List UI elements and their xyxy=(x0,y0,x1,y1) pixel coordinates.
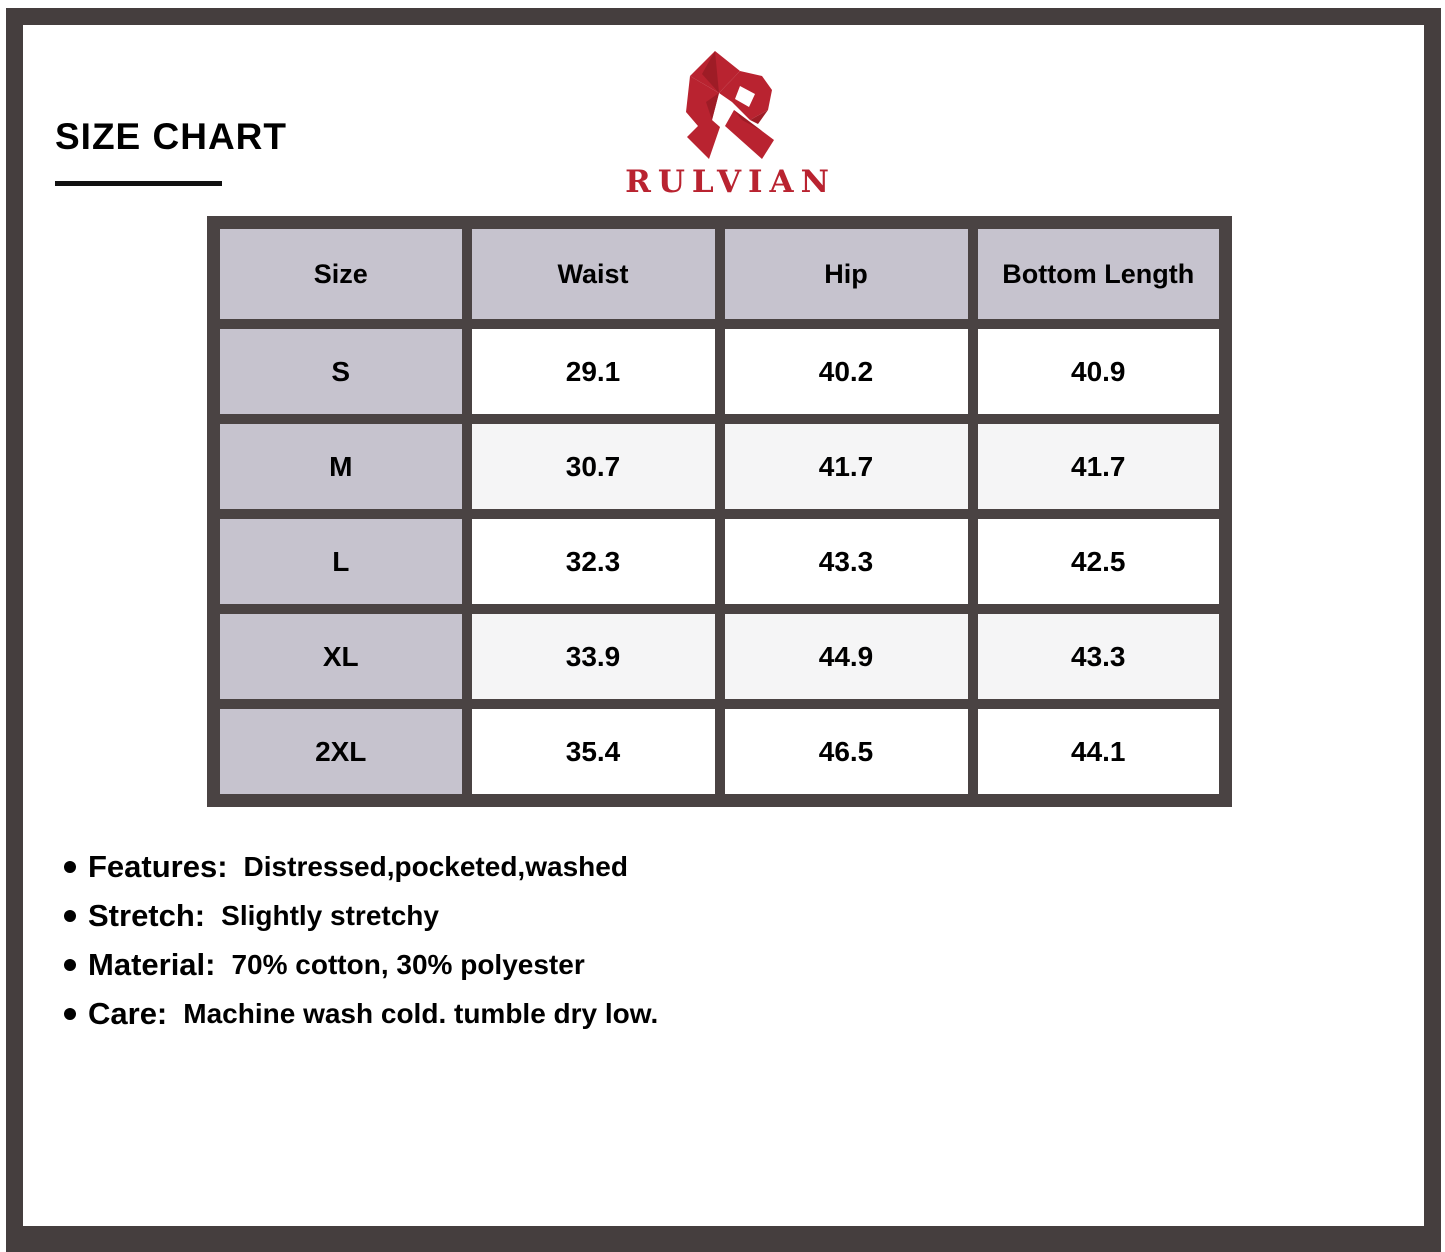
table-row-xl xyxy=(214,609,1226,704)
waist-value: 33.9 xyxy=(467,609,720,704)
hip-value: 40.2 xyxy=(720,324,973,419)
detail-item-features xyxy=(64,842,658,891)
detail-label: Care: xyxy=(88,995,168,1031)
product-details-list xyxy=(64,842,658,1038)
detail-value: Slightly stretchy xyxy=(221,899,439,931)
size-label: M xyxy=(214,419,467,514)
bottom-length-value: 41.7 xyxy=(973,419,1226,514)
table-row-m xyxy=(214,419,1226,514)
brand-logo-r-icon xyxy=(662,40,792,170)
detail-value: 70% cotton, 30% polyester xyxy=(231,948,585,980)
title-underline xyxy=(55,181,222,186)
waist-value: 30.7 xyxy=(467,419,720,514)
col-header-waist: Waist xyxy=(467,223,720,325)
detail-label: Features: xyxy=(88,848,228,884)
col-header-bottom-length: Bottom Length xyxy=(973,223,1226,325)
hip-value: 46.5 xyxy=(720,704,973,801)
table-row-s xyxy=(214,324,1226,419)
page-title: SIZE CHART xyxy=(55,116,287,157)
table-row-l xyxy=(214,514,1226,609)
bullet-dot-icon xyxy=(64,910,76,922)
detail-value: Distressed,pocketed,washed xyxy=(243,850,628,882)
detail-label: Stretch: xyxy=(88,897,206,933)
size-label: 2XL xyxy=(214,704,467,801)
brand-name: RULVIAN xyxy=(625,164,836,200)
bottom-length-value: 42.5 xyxy=(973,514,1226,609)
title-block xyxy=(55,118,287,186)
detail-item-care xyxy=(64,989,658,1038)
detail-item-stretch xyxy=(64,891,658,940)
detail-label: Material: xyxy=(88,946,216,982)
brand-logo xyxy=(597,40,857,200)
bullet-dot-icon xyxy=(64,959,76,971)
bullet-dot-icon xyxy=(64,861,76,873)
bottom-length-value: 44.1 xyxy=(973,704,1226,801)
col-header-hip: Hip xyxy=(720,223,973,325)
waist-value: 32.3 xyxy=(467,514,720,609)
size-chart-table xyxy=(207,216,1232,807)
table-header-row xyxy=(214,223,1226,325)
waist-value: 29.1 xyxy=(467,324,720,419)
bottom-length-value: 40.9 xyxy=(973,324,1226,419)
table-row-2xl xyxy=(214,704,1226,801)
size-label: L xyxy=(214,514,467,609)
detail-item-material xyxy=(64,940,658,989)
detail-value: Machine wash cold. tumble dry low. xyxy=(183,997,659,1029)
size-label: S xyxy=(214,324,467,419)
bottom-length-value: 43.3 xyxy=(973,609,1226,704)
hip-value: 44.9 xyxy=(720,609,973,704)
bullet-dot-icon xyxy=(64,1008,76,1020)
hip-value: 43.3 xyxy=(720,514,973,609)
size-label: XL xyxy=(214,609,467,704)
hip-value: 41.7 xyxy=(720,419,973,514)
waist-value: 35.4 xyxy=(467,704,720,801)
col-header-size: Size xyxy=(214,223,467,325)
